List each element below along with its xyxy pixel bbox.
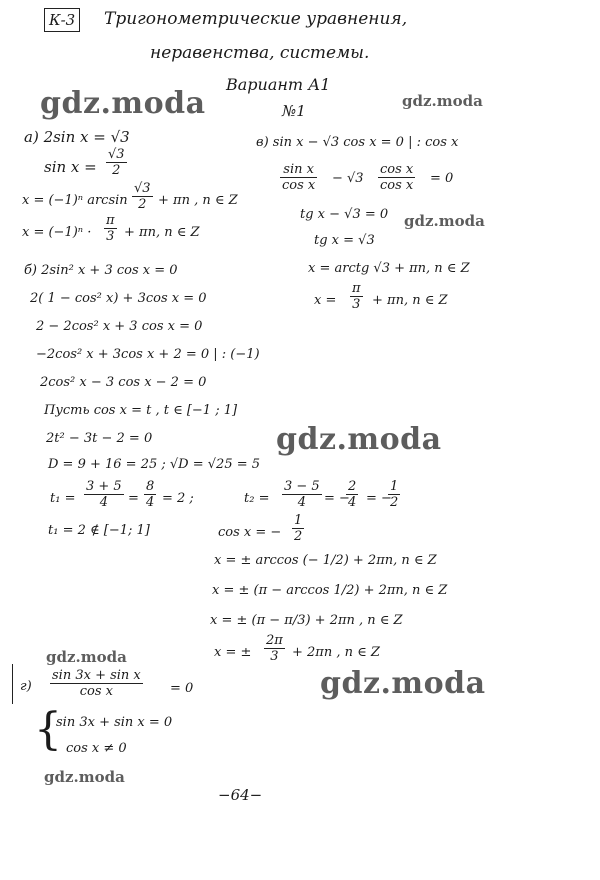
a-line-1: а) 2sin x = √3 <box>24 128 130 146</box>
fraction-denominator: cos x <box>380 178 414 193</box>
a-line-4-fraction <box>104 213 117 244</box>
page-number: −64− <box>218 786 263 804</box>
system-line-1: sin 3x + sin x = 0 <box>56 715 173 730</box>
fraction-numerator: 3 − 5 <box>284 479 320 494</box>
fraction-numerator: 1 <box>294 513 303 528</box>
v-line-1: в) sin x − √3 cos x = 0 | : cos x <box>256 135 459 150</box>
fraction-numerator: √3 <box>108 147 125 162</box>
title-line-1: Тригонометрические уравнения, <box>104 9 408 29</box>
a-line-3-fraction <box>132 181 153 212</box>
fraction-denominator: cos x <box>79 684 113 699</box>
b-line-6: Пусть cos x = t , t ∈ [−1 ; 1] <box>44 403 238 418</box>
v-line-2-mid: − √3 <box>332 171 364 186</box>
t1-equals: = <box>128 491 139 506</box>
fraction-numerator: 2π <box>266 633 283 648</box>
t2-fraction-3 <box>388 479 400 510</box>
cos-line-3: x = ± (π − arccos 1/2) + 2πn, n ∈ Z <box>212 583 448 598</box>
cos-line-4: x = ± (π − π/3) + 2πn , n ∈ Z <box>210 613 403 628</box>
task-number: №1 <box>282 102 306 120</box>
b-line-8: D = 9 + 16 = 25 ; √D = √25 = 5 <box>48 457 261 472</box>
v-line-2-fraction-2 <box>378 162 415 193</box>
fraction-denominator: 4 <box>297 495 306 510</box>
margin-bracket <box>12 664 13 704</box>
fraction-denominator: 2 <box>390 495 399 510</box>
t2-equals-2: = − <box>366 491 392 506</box>
a-line-4-left: x = (−1)ⁿ · <box>22 225 92 240</box>
fraction-numerator: π <box>106 213 115 228</box>
system-line-2: cos x ≠ 0 <box>66 741 127 756</box>
watermark-1: gdz.moda <box>40 86 206 121</box>
t2-label: t₂ = <box>244 491 270 506</box>
v-line-6-left: x = <box>314 293 337 308</box>
watermark-6: gdz.moda <box>320 666 486 701</box>
b-line-1: б) 2sin² x + 3 cos x = 0 <box>24 263 178 278</box>
fraction-denominator: 4 <box>348 495 357 510</box>
t1-fraction-2 <box>144 479 156 510</box>
a-line-2-left: sin x = <box>44 158 97 176</box>
fraction-denominator: 2 <box>112 163 121 178</box>
fraction-numerator: √3 <box>134 181 151 196</box>
b-line-2: 2( 1 − cos² x) + 3cos x = 0 <box>30 291 207 306</box>
t1-label: t₁ = <box>50 491 76 506</box>
watermark-7: gdz.moda <box>44 768 125 786</box>
fraction-denominator: 3 <box>106 229 115 244</box>
a-line-4-right: + πn, n ∈ Z <box>124 225 200 240</box>
t1-excluded: t₁ = 2 ∉ [−1; 1] <box>48 523 150 538</box>
v-line-6-fraction <box>350 281 363 312</box>
fraction-numerator: 1 <box>390 479 399 494</box>
fraction-numerator: 2 <box>348 479 357 494</box>
a-line-3-left: x = (−1)ⁿ arcsin <box>22 193 128 208</box>
title-line-2: неравенства, системы. <box>150 43 370 63</box>
v-line-5: x = arctg √3 + πn, n ∈ Z <box>308 261 470 276</box>
t2-fraction-1 <box>282 479 322 510</box>
v-line-6-right: + πn, n ∈ Z <box>372 293 448 308</box>
fraction-numerator: π <box>352 281 361 296</box>
watermark-2: gdz.moda <box>402 92 483 110</box>
test-label-box: К-3 <box>44 8 80 32</box>
v-line-4: tg x = √3 <box>314 233 375 248</box>
fraction-denominator: 2 <box>138 197 147 212</box>
fraction-numerator: 8 <box>146 479 155 494</box>
watermark-4: gdz.moda <box>276 422 442 457</box>
v-line-3: tg x − √3 = 0 <box>300 207 389 222</box>
fraction-denominator: 3 <box>352 297 361 312</box>
cos-line-5-left: x = ± <box>214 645 252 660</box>
a-line-2-fraction <box>106 147 127 178</box>
fraction-denominator: 3 <box>270 649 279 664</box>
cos-line-2: x = ± arccos (− 1/2) + 2πn, n ∈ Z <box>214 553 437 568</box>
fraction-numerator: 3 + 5 <box>86 479 122 494</box>
cos-line-1-fraction <box>292 513 304 544</box>
t1-fraction-1 <box>84 479 124 510</box>
g-equals: = 0 <box>170 681 194 696</box>
b-line-3: 2 − 2cos² x + 3 cos x = 0 <box>36 319 203 334</box>
g-fraction <box>50 668 143 699</box>
fraction-numerator: cos x <box>380 162 414 177</box>
b-line-5: 2cos² x − 3 cos x − 2 = 0 <box>40 375 207 390</box>
cos-line-1-left: cos x = − <box>218 525 282 540</box>
g-label: г) <box>20 679 32 694</box>
fraction-denominator: 4 <box>146 495 155 510</box>
watermark-5: gdz.moda <box>46 648 127 666</box>
cos-line-5-fraction <box>264 633 285 664</box>
b-line-4: −2cos² x + 3cos x + 2 = 0 | : (−1) <box>36 347 260 362</box>
watermark-3: gdz.moda <box>404 212 485 230</box>
system-brace: { <box>34 704 62 755</box>
v-line-2-fraction-1 <box>280 162 317 193</box>
t2-equals-1: = − <box>324 491 350 506</box>
t2-fraction-2 <box>346 479 358 510</box>
b-line-7: 2t² − 3t − 2 = 0 <box>46 431 153 446</box>
a-line-3-right: + πn , n ∈ Z <box>158 193 238 208</box>
variant-label: Вариант А1 <box>226 75 331 94</box>
fraction-denominator: 4 <box>99 495 108 510</box>
v-line-2-right: = 0 <box>430 171 454 186</box>
fraction-numerator: sin x <box>280 162 317 178</box>
cos-line-5-right: + 2πn , n ∈ Z <box>292 645 380 660</box>
fraction-numerator: sin 3x + sin x <box>52 668 141 683</box>
fraction-denominator: cos x <box>282 178 316 193</box>
fraction-denominator: 2 <box>294 529 303 544</box>
t1-result: = 2 ; <box>162 491 194 506</box>
